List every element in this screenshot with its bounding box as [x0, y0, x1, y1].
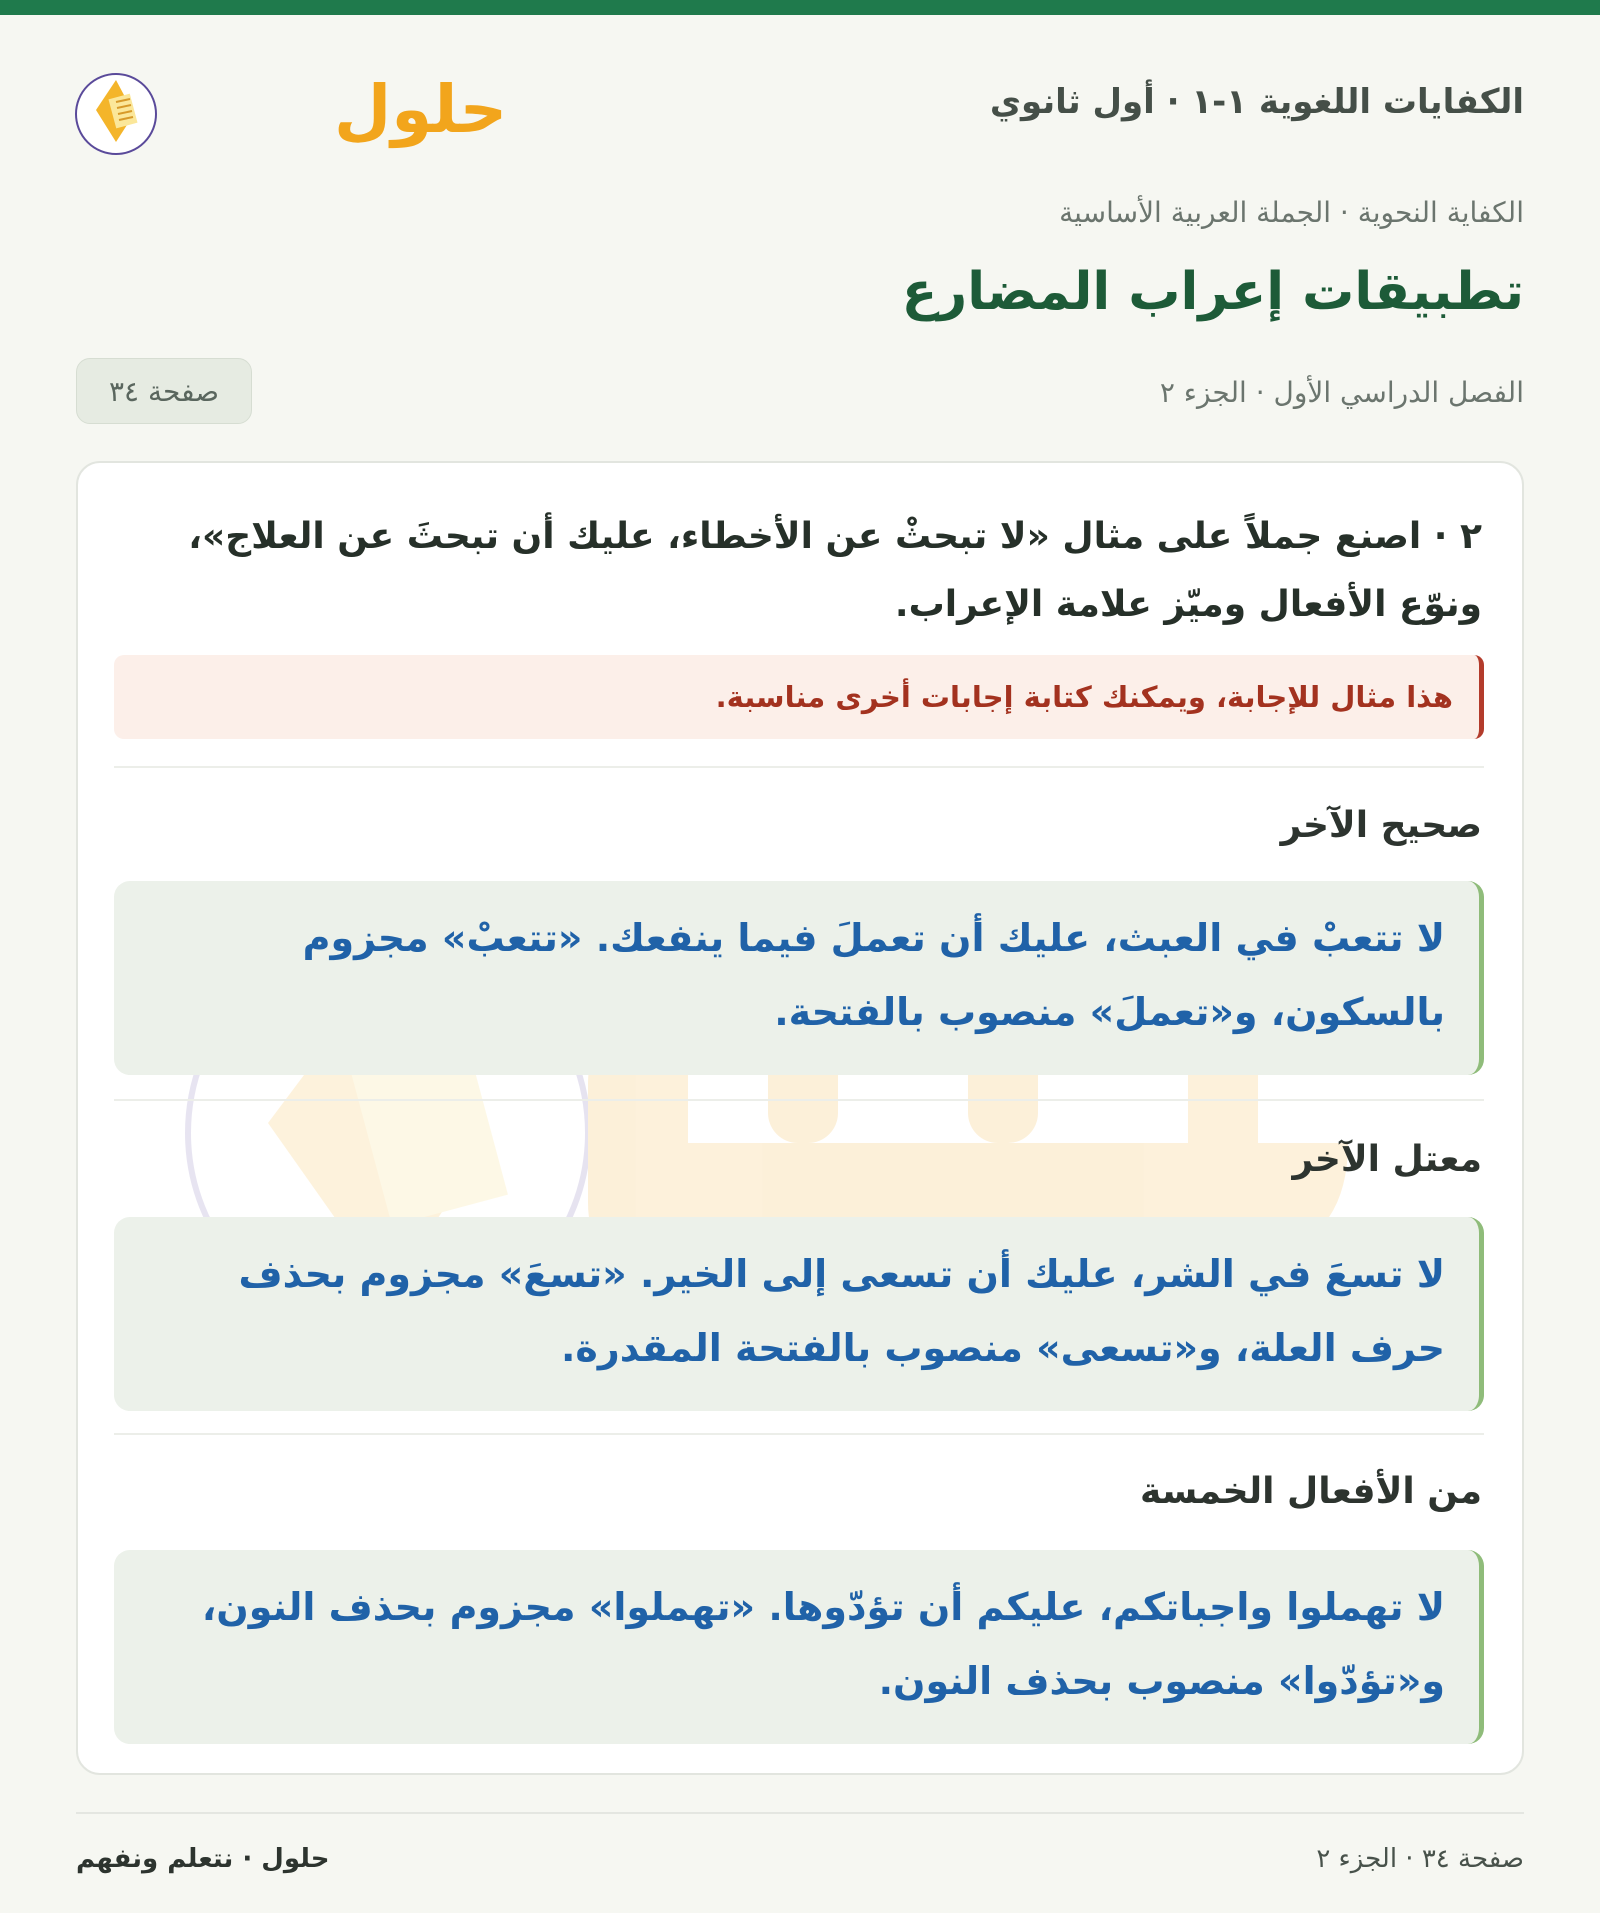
exercise-card: [76, 461, 1524, 1775]
page-header: [76, 52, 1524, 162]
book-logo-icon: [76, 74, 156, 154]
page-title: تطبيقات إعراب المضارع: [901, 262, 1524, 322]
answer-box: لا تهملوا واجباتكم، عليكم أن تؤدّوها. «تهملوا» مجزوم بحذف النون، و«تؤدّوا» منصوب بحذف النون.: [114, 1550, 1484, 1744]
semester-info: الفصل الدراسي الأول · الجزء ٢: [1159, 376, 1524, 409]
course-title: الكفايات اللغوية ١-١ · أول ثانوي: [989, 82, 1524, 122]
footer-divider: [76, 1812, 1524, 1814]
divider: [114, 766, 1484, 768]
divider: [114, 1433, 1484, 1435]
section-heading: صحيح الآخر: [1280, 805, 1482, 846]
question-text: ٢ · اصنع جملاً على مثال «لا تبحثْ عن الأخطاء، عليك أن تبحثَ عن العلاج»، ونوّع الأفعال وميّز علامة الإعراب.: [188, 516, 1482, 625]
page-number-badge: صفحة ٣٤: [76, 358, 252, 424]
logo-wordmark: حلول: [334, 71, 508, 148]
footer-brand: حلول · نتعلم ونفهم: [76, 1844, 330, 1874]
footer-page-info: صفحة ٣٤ · الجزء ٢: [1316, 1844, 1524, 1874]
answer-note: هذا مثال للإجابة، ويمكنك كتابة إجابات أخرى مناسبة.: [114, 655, 1484, 739]
section-heading: من الأفعال الخمسة: [1140, 1471, 1482, 1512]
logo: [76, 52, 508, 162]
answer-box: لا تسعَ في الشر، عليك أن تسعى إلى الخير. «تسعَ» مجزوم بحذف حرف العلة، و«تسعى» منصوب بالفتحة المقدرة.: [114, 1217, 1484, 1411]
answer-box: لا تتعبْ في العبث، عليك أن تعملَ فيما ينفعك. «تتعبْ» مجزوم بالسكون، و«تعملَ» منصوب بالفتحة.: [114, 881, 1484, 1075]
divider: [114, 1099, 1484, 1101]
section-heading: معتل الآخر: [1292, 1139, 1482, 1180]
meta-row: [76, 358, 1524, 424]
top-accent-bar: [0, 0, 1600, 15]
breadcrumb: الكفاية النحوية · الجملة العربية الأساسية: [1059, 196, 1524, 229]
